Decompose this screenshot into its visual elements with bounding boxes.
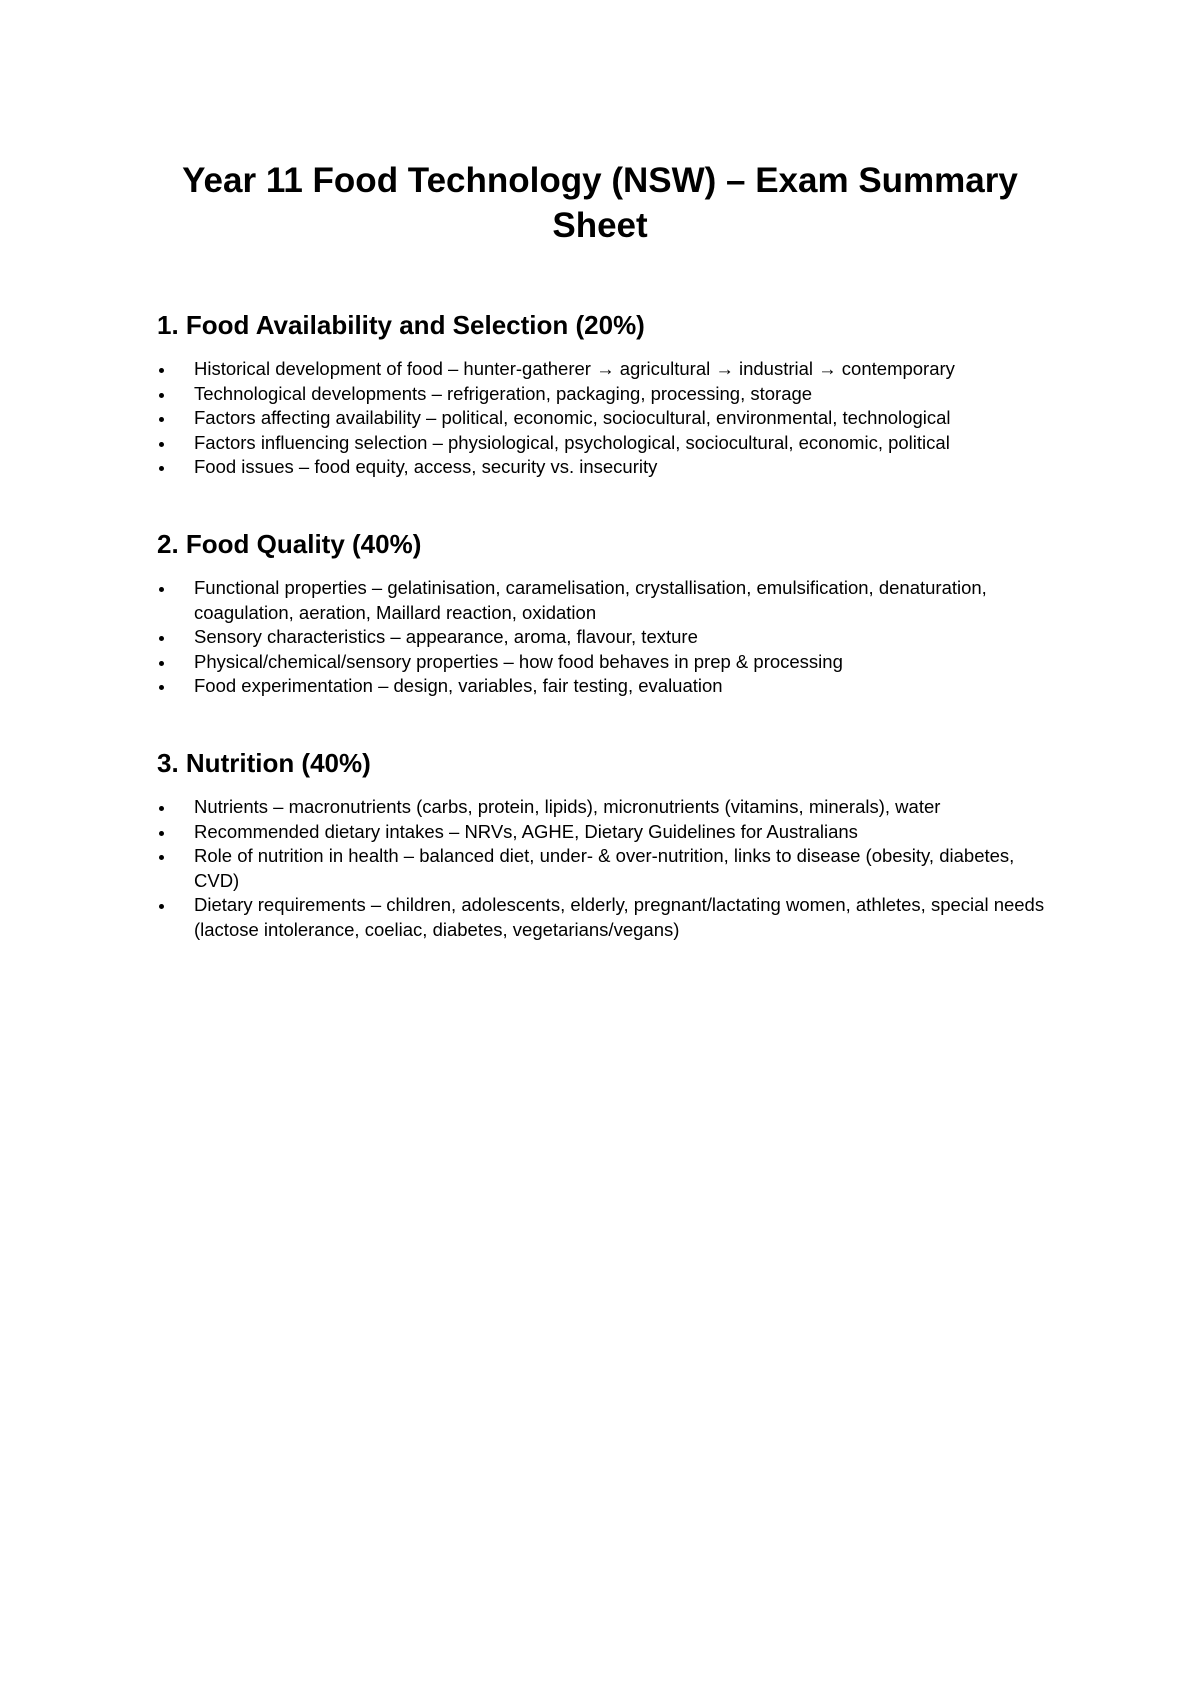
list-item [157, 820, 1057, 845]
list-item [157, 674, 1057, 699]
document-title: Year 11 Food Technology (NSW) – Exam Summary Sheet [182, 161, 1018, 245]
bullet-icon [159, 685, 164, 690]
list-item-text: Dietary requirements – children, adolescents, elderly, pregnant/lactating women, athletes, special needs (lactose intolerance, coeliac, diabetes, vegetarians/vegans) [194, 894, 1045, 940]
list-item-text: Functional properties – gelatinisation, caramelisation, crystallisation, emulsification, denaturation, coagulation, aeration, Maillard reaction, oxidation [194, 577, 987, 623]
bullet-icon [159, 587, 164, 592]
list-item [157, 357, 1057, 382]
list-item [157, 795, 1057, 820]
list-item-text: Historical development of food – hunter-gatherer → agricultural → industrial → contemporary [194, 358, 955, 379]
section-heading-nutrition: 3. Nutrition (40%) [157, 748, 371, 778]
list-item [157, 650, 1057, 675]
bullet-icon [159, 417, 164, 422]
bullet-icon [159, 636, 164, 641]
list-item [157, 455, 1057, 480]
bullet-list-availability-selection [157, 357, 1057, 480]
bullet-icon [159, 855, 164, 860]
bullet-list-food-quality [157, 576, 1057, 699]
section-heading-availability-selection: 1. Food Availability and Selection (20%) [157, 310, 645, 340]
list-item-text: Recommended dietary intakes – NRVs, AGHE, Dietary Guidelines for Australians [194, 820, 858, 842]
list-item [157, 844, 1057, 893]
list-item [157, 893, 1057, 942]
list-item-text: Food experimentation – design, variables, fair testing, evaluation [194, 675, 723, 696]
list-item-text: Sensory characteristics – appearance, aroma, flavour, texture [194, 626, 698, 647]
bullet-icon [159, 466, 164, 471]
list-item [157, 576, 1057, 625]
list-item-text: Food issues – food equity, access, security vs. insecurity [194, 456, 658, 477]
list-item-text: Factors influencing selection – physiological, psychological, sociocultural, economic, political [194, 431, 950, 453]
list-item-text: Role of nutrition in health – balanced diet, under- & over-nutrition, links to disease (obesity, diabetes, CVD) [194, 845, 1015, 891]
list-item-text: Physical/chemical/sensory properties – how food behaves in prep & processing [194, 650, 843, 672]
list-item [157, 625, 1057, 650]
list-item-text: Nutrients – macronutrients (carbs, protein, lipids), micronutrients (vitamins, minerals), water [194, 796, 941, 817]
bullet-icon [159, 368, 164, 373]
bullet-icon [159, 661, 164, 666]
list-item-text: Factors affecting availability – political, economic, sociocultural, environmental, technological [194, 407, 951, 428]
section-heading-food-quality: 2. Food Quality (40%) [157, 529, 422, 559]
bullet-icon [159, 393, 164, 398]
bullet-list-nutrition [157, 795, 1057, 942]
list-item [157, 406, 1057, 431]
bullet-icon [159, 831, 164, 836]
list-item [157, 382, 1057, 407]
list-item-text: Technological developments – refrigeration, packaging, processing, storage [194, 382, 813, 404]
bullet-icon [159, 904, 164, 909]
bullet-icon [159, 442, 164, 447]
bullet-icon [159, 806, 164, 811]
list-item [157, 431, 1057, 456]
